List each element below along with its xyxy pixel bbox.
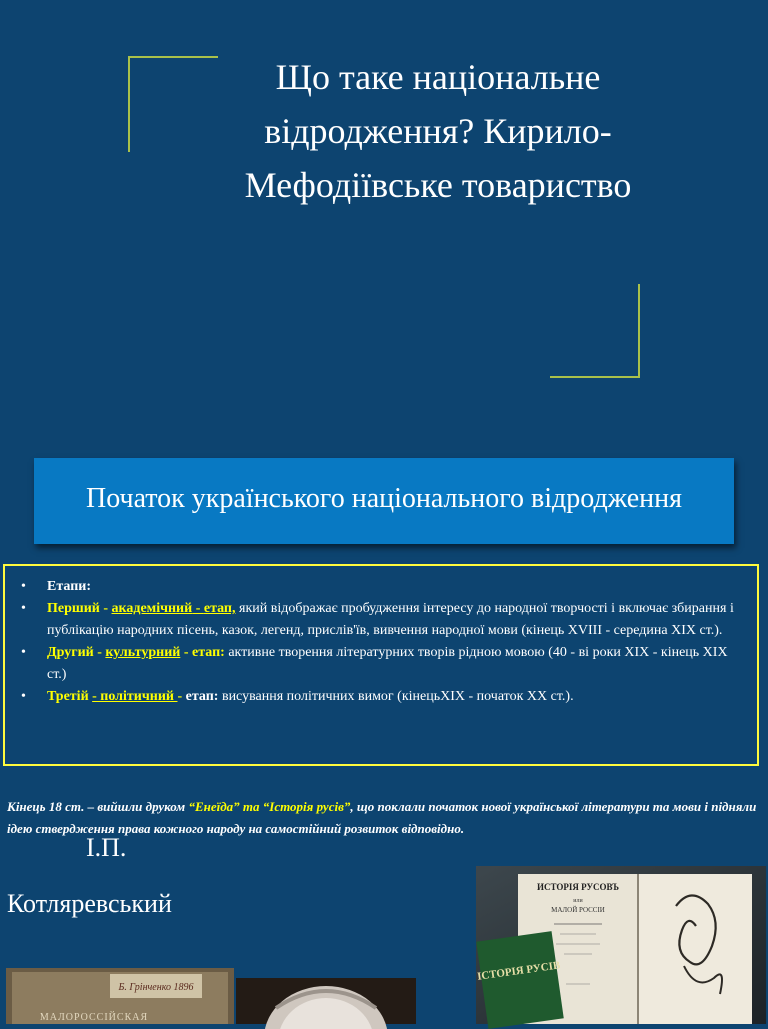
- note-part-1: Кінець 18 ст. – вийшли друком: [7, 799, 189, 814]
- stages-header-item: [17, 576, 739, 598]
- book-title-text: ИСТОРІЯ РУСОВЪ: [537, 882, 619, 892]
- decorative-corner-bottom-right: [550, 284, 640, 378]
- books-illustration: [476, 866, 766, 1024]
- stages-list: [17, 576, 739, 708]
- book-cover-title: ІСТОРІЯ РУСІВ: [476, 959, 562, 983]
- portrait-photo: [236, 978, 416, 1024]
- slide-title: Що таке національне відродження? Кирило-Мефодіївське товариство: [244, 57, 632, 205]
- stage-description: активне творення літературних творів рідною мовою (40 - ві роки XIX - кінець XIX ст.): [47, 645, 728, 682]
- stage-item: [17, 598, 739, 642]
- stage-name: культурний: [105, 645, 181, 660]
- stage-number: Другий: [47, 645, 94, 660]
- stages-header: Етапи:: [47, 579, 91, 594]
- stages-panel: [3, 564, 759, 766]
- stage-separator: -: [93, 645, 106, 660]
- stage-word: етап:: [192, 645, 225, 660]
- stage-separator: -: [180, 645, 192, 660]
- manuscript-signature: Б. Грінченко 1896: [118, 982, 194, 993]
- stage-number: Перший: [47, 601, 100, 616]
- stage-word: етап,: [203, 601, 236, 616]
- stage-item: [17, 686, 739, 708]
- stage-separator: -: [192, 601, 204, 616]
- manuscript-photo: [6, 968, 234, 1024]
- portrait-illustration: [236, 978, 416, 1024]
- stage-separator: -: [177, 689, 186, 704]
- stage-separator: -: [99, 601, 112, 616]
- stage-word: етап:: [185, 689, 219, 704]
- stage-number: Третій: [47, 689, 89, 704]
- stage-name: академічний: [111, 601, 193, 616]
- stage-description: висування політичних вимог (кінецьXIX - початок XX ст.).: [218, 689, 574, 704]
- manuscript-label: МАЛОРОССІЙСКАЯ: [39, 1012, 149, 1023]
- book-subtitle2-text: МАЛОЙ РОССІИ: [551, 906, 605, 914]
- stage-item: [17, 642, 739, 686]
- books-photo: [476, 866, 766, 1024]
- note-highlight: “Енеїда” та “Історія русів”: [188, 799, 351, 814]
- stage-description: який відображає пробудження інтересу до народної творчості і включає збирання і публікацію народних пісень, казок, легенд, прислів'їв, вивчення народної мови (кінець XVIII - середина XIX ст.).: [47, 601, 734, 638]
- book-subtitle-text: или: [573, 898, 583, 904]
- subtitle-banner: [34, 458, 734, 544]
- person-initials-text: І.П.: [86, 833, 127, 862]
- stage-name: - політичний: [92, 689, 178, 704]
- note-part-2: , що поклали початок нової української літератури та мови і підняли ідею ствердження права кожного народу на самостійний розвиток відповідно.: [7, 799, 757, 836]
- manuscript-illustration: [6, 968, 234, 1024]
- person-surname: Котляревський: [7, 889, 172, 918]
- person-initials: [86, 833, 127, 874]
- slide-subtitle: Початок українського національного відродження: [86, 483, 682, 514]
